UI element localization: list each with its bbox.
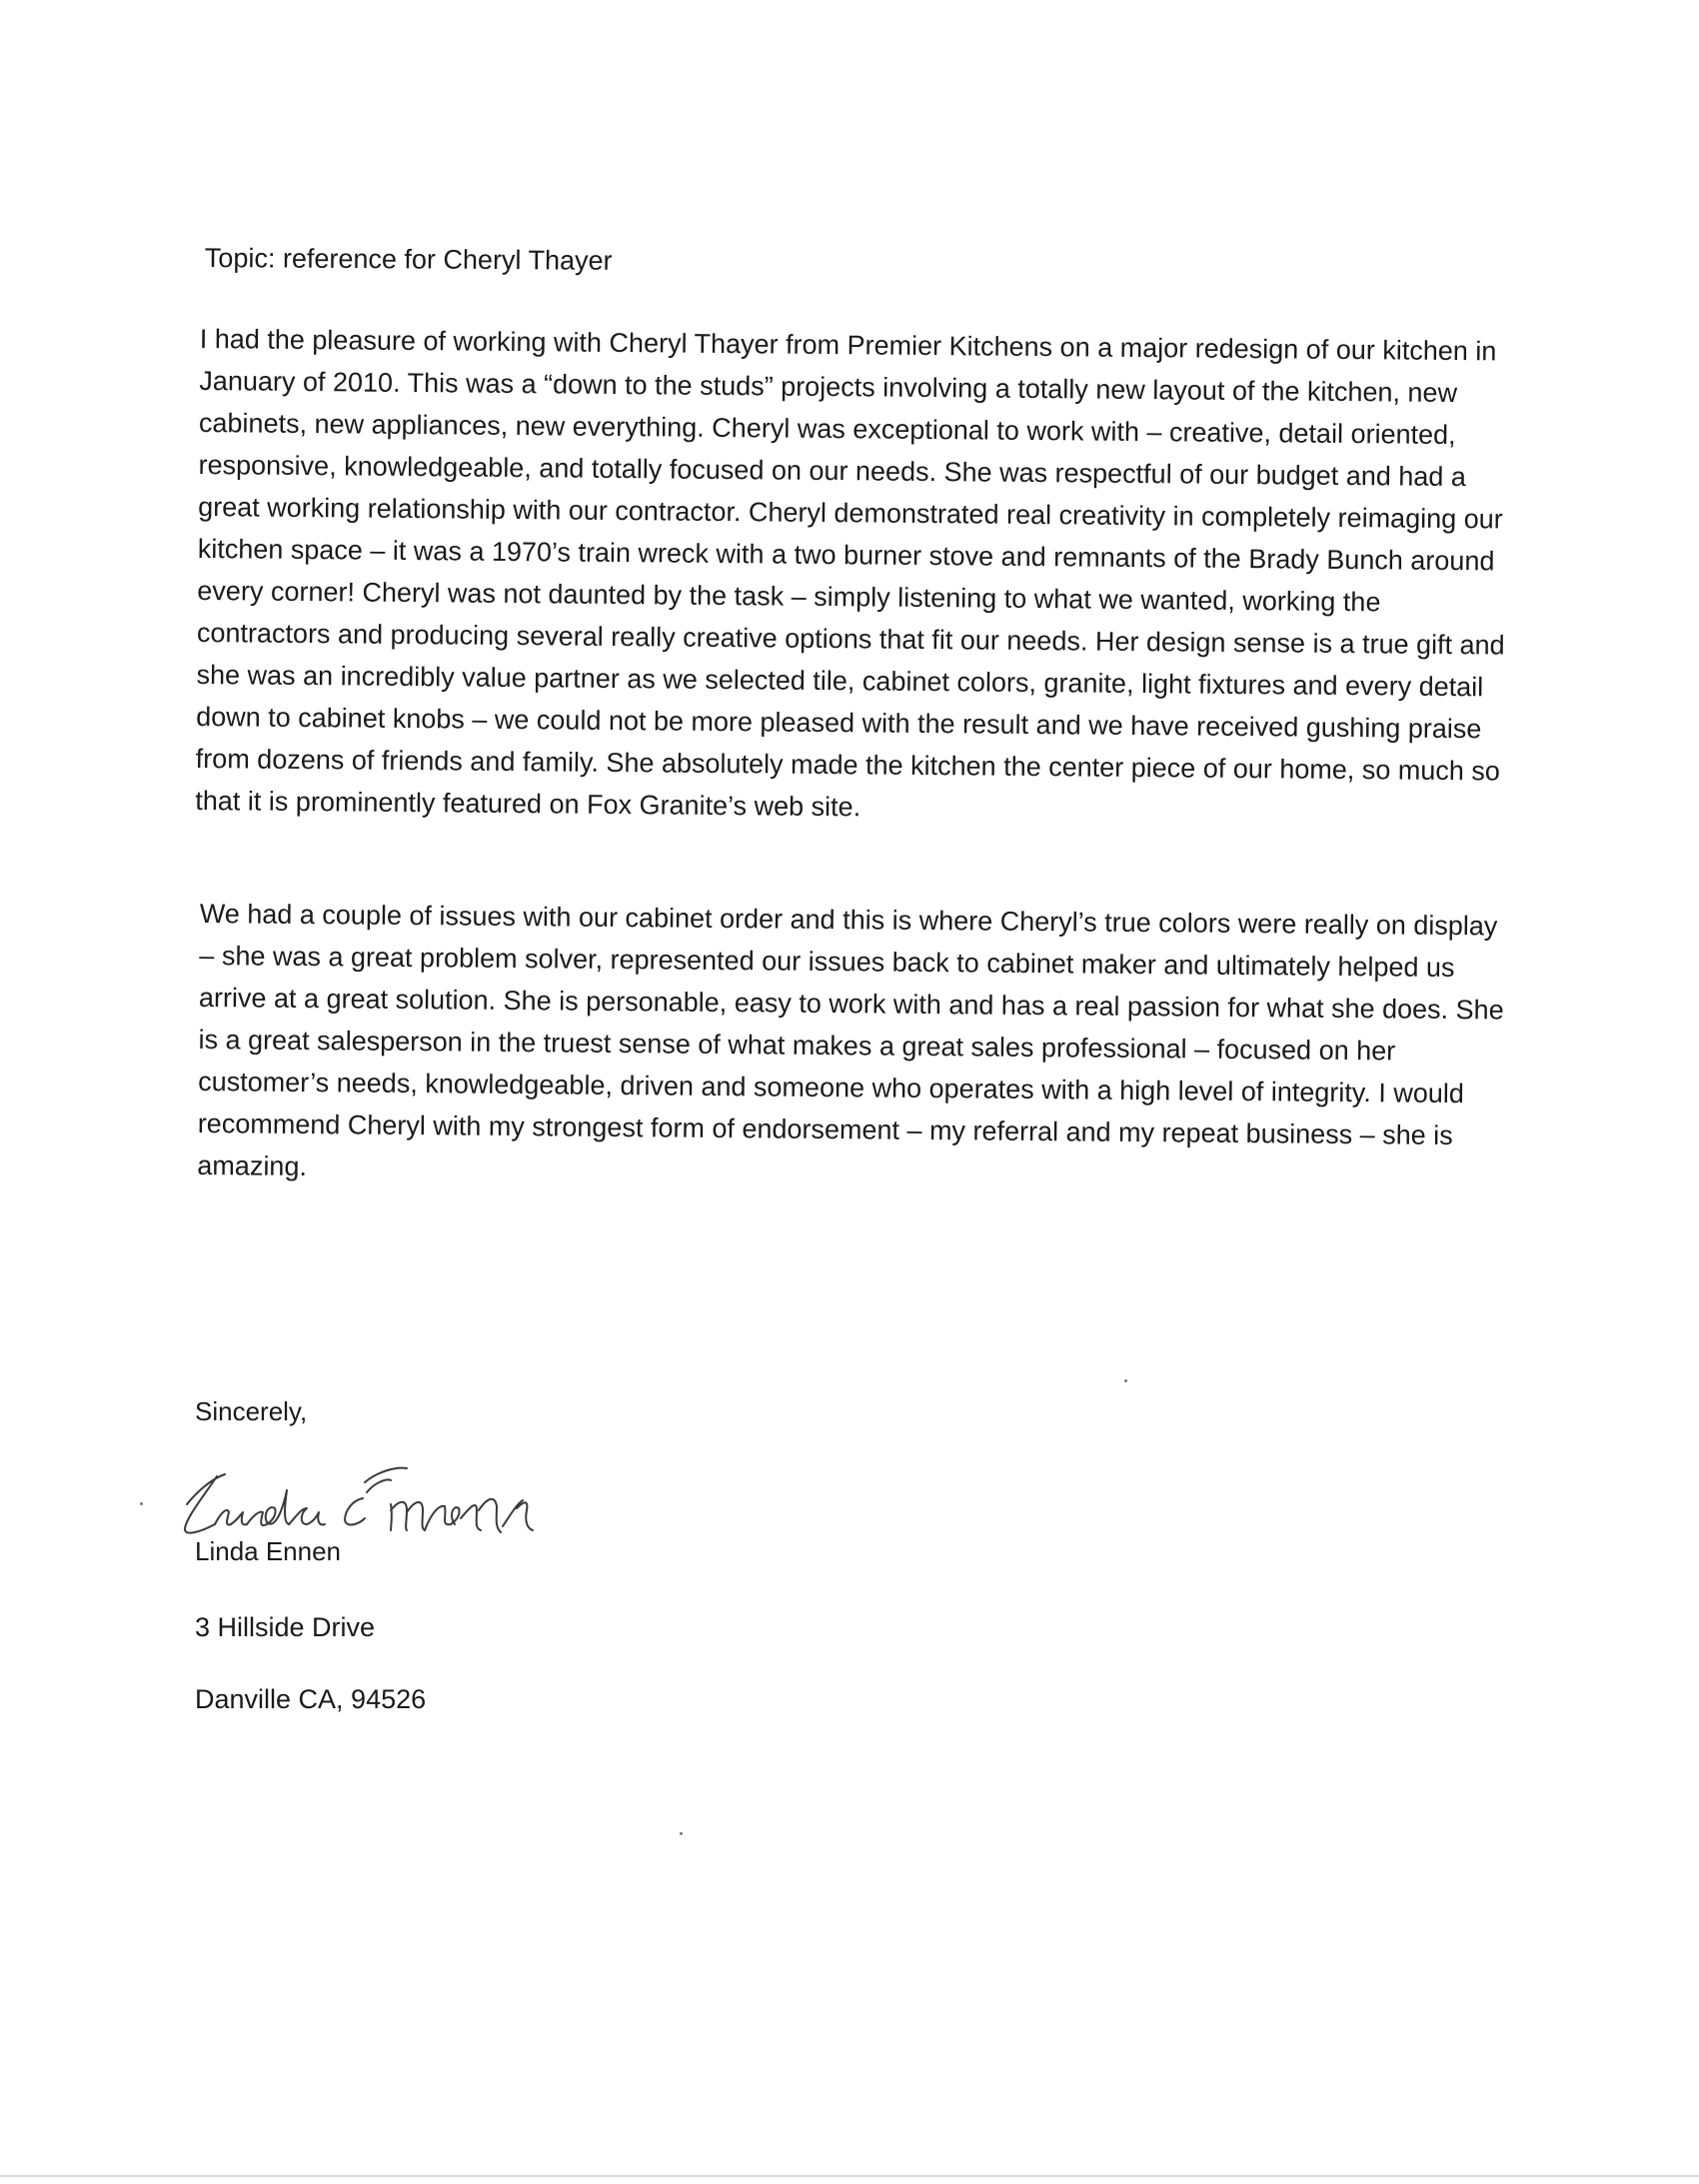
letter-paragraph-1	[195, 318, 1509, 835]
scan-speck	[1124, 1379, 1127, 1382]
scan-edge-line	[0, 2175, 1699, 2177]
handwritten-signature	[155, 1434, 615, 1549]
letter-paragraph-2	[197, 893, 1509, 1199]
closing-salutation: Sincerely,	[195, 1396, 308, 1426]
signer-name: Linda Ennen	[195, 1536, 342, 1566]
address-city: Danville CA, 94526	[195, 1684, 427, 1714]
paragraph-text: We had a couple of issues with our cabinet order and this is where Cheryl’s true colors were really on display – she was a great problem solver, represented our issues back to cabinet maker and ultimately helped us arrive at a great solution. She is personable, easy to work with and has a real passion for what she does. She is a great salesperson in the truest sense of what makes a great sales professional – focused on her customer’s needs, knowledgeable, driven and someone who operates with a high level of integrity. I would recommend Cheryl with my strongest form of endorsement – my referral and my repeat business – she is amazing.	[197, 898, 1504, 1182]
address-street: 3 Hillside Drive	[195, 1612, 376, 1642]
letter-subject: Topic: reference for Cheryl Thayer	[204, 242, 613, 276]
scan-speck	[680, 1832, 683, 1835]
scan-speck	[140, 1502, 143, 1505]
paragraph-text: I had the pleasure of working with Cheryl Thayer from Premier Kitchens on a major redesign of our kitchen in January of 2010. This was a “down to the studs” projects involving a totally new layout of the kitchen, new cabinets, new appliances, new everything. Cheryl was exceptional to work with – creative, detail oriented, responsive, knowledgeable, and totally focused on our needs. She was respectful of our budget and had a great working relationship with our contractor. Cheryl demonstrated real creativity in completely reimaging our kitchen space – it was a 1970’s train wreck with a two burner stove and remnants of the Brady Bunch around every corner! Cheryl was not daunted by the task – simply listening to what we wanted, working the contractors and producing several really creative options that fit our needs. Her design sense is a true gift and she was an incredibly value partner as we selected tile, cabinet colors, granite, light fixtures and every detail down to cabinet knobs – we could not be more pleased with the result and we have received gushing praise from dozens of friends and family. She absolutely made the kitchen the center piece of our home, so much so that it is prominently featured on Fox Granite’s web site.	[195, 323, 1505, 823]
